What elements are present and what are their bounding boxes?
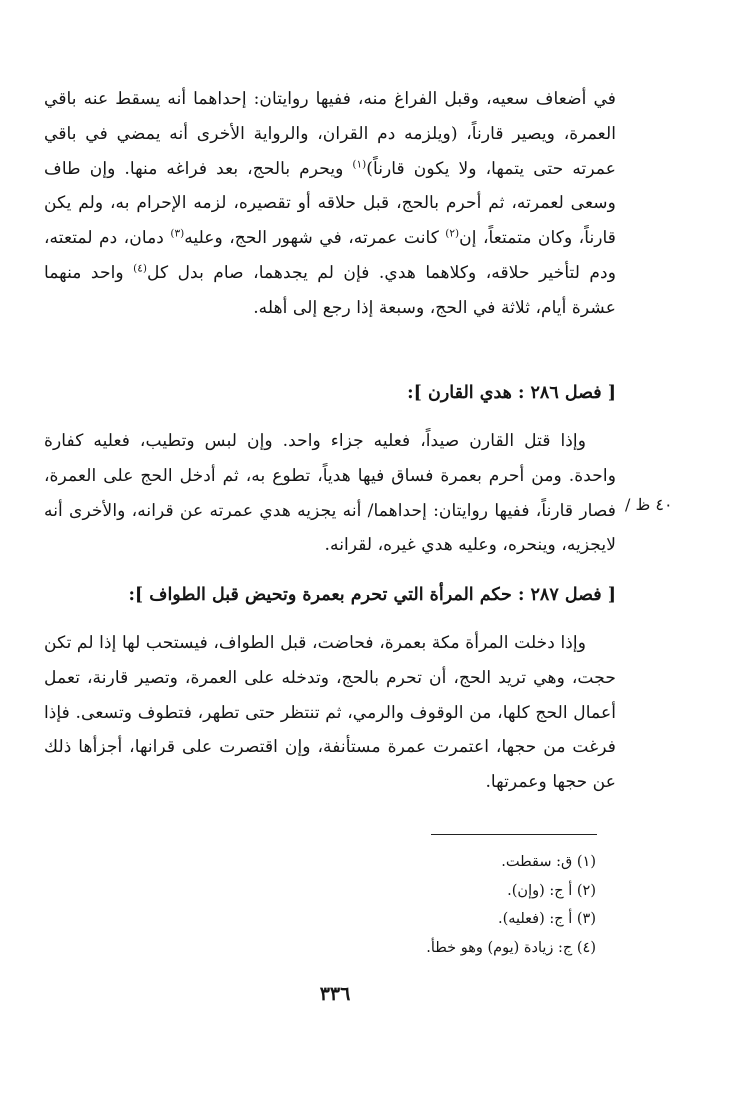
paragraph-text: وإذا دخلت المرأة مكة بعمرة، فحاضت، قبل الطواف، فيستحب لها إذا لم تكن حجت، وهي تريد الحج، أن تحرم بالحج، وتدخله على العمرة، وتصير قارنة، تعمل أعمال الحج كلها، من الوقوف والرمي، ثم تنتظر حتى تطهر، فتطوف وتسعى. فإذا فرغت من حجها، اعتمرت عمرة مستأنفة، وإن اقتصرت على قرانها، أجزأها ذلك عن حجها وعمرتها. xyxy=(44,633,616,793)
footnotes xyxy=(44,848,596,962)
manuscript-folio-note: / ٤٠ ظ xyxy=(625,495,673,514)
section-heading-287: [ فصل ٢٨٧ : حكم المرأة التي تحرم بعمرة وتحيض قبل الطواف ]: xyxy=(128,585,616,605)
paragraph-text: وإذا قتل القارن صيداً، فعليه جزاء واحد. وإن لبس وتطيب، فعليه كفارة واحدة. ومن أحرم بعمرة فساق فيها هدياً، تطوع به، ثم أدخل الحج على العمرة، فصار قارناً، ففيها روايتان: إحداهما/ أنه يجزيه هدي عمرته عن قرانه، والأخرى أنه لايجزيه، وينحره، وعليه هدي غيره، لقرانه. xyxy=(44,431,616,556)
opening-paragraph xyxy=(44,82,616,326)
footnote-ref-3: (٣) xyxy=(170,227,185,240)
footnote-ref-4: (٤) xyxy=(133,262,147,275)
page-number: ٣٣٦ xyxy=(319,983,351,1005)
footnote-separator xyxy=(431,834,597,835)
paragraph-text: كانت عمرته، في شهور الحج، وعليه xyxy=(184,228,446,249)
footnote-ref-2: (٢) xyxy=(445,227,460,240)
footnote: (١) ق: سقطت. xyxy=(501,854,596,870)
paragraph-text: ويحرم بالحج، بعد فراغه منها. وإن طاف وسعى لعمرته، ثم أحرم بالحج، قبل حلاقه أو تقصيره، لزمه الإحرام به، ولم يكن قارناً، وكان متمتعاً، إن xyxy=(44,158,616,249)
paragraph-text: دمان، دم لمتعته، ودم لتأخير حلاقه، وكلاهما هدي. فإن لم يجدهما، صام بدل كل xyxy=(44,228,617,283)
paragraph-text: واحد منهما عشرة أيام، ثلاثة في الحج، وسبعة إذا رجع إلى أهله. xyxy=(44,262,616,318)
footnote: (٤) ج: زيادة (يوم) وهو خطأ. xyxy=(426,939,596,956)
footnote: (٣) أ ج: (فعليه). xyxy=(497,911,596,927)
footnote: (٢) أ ج: (وإن). xyxy=(507,882,596,899)
paragraph-text: في أضعاف سعيه، وقبل الفراغ منه، ففيها روايتان: إحداهما أنه يسقط عنه باقي العمرة، ويصير قارناً، (ويلزمه دم القران، والرواية الأخرى أنه يمضي في باقي عمرته حتى يتمها، ولا يكون قارناً) xyxy=(44,89,616,179)
footnote-ref-1: (١) xyxy=(352,157,367,170)
section-heading-286: [ فصل ٢٨٦ : هدي القارن ]: xyxy=(407,383,616,403)
section-286-body xyxy=(44,424,616,563)
section-287-body xyxy=(44,626,616,800)
